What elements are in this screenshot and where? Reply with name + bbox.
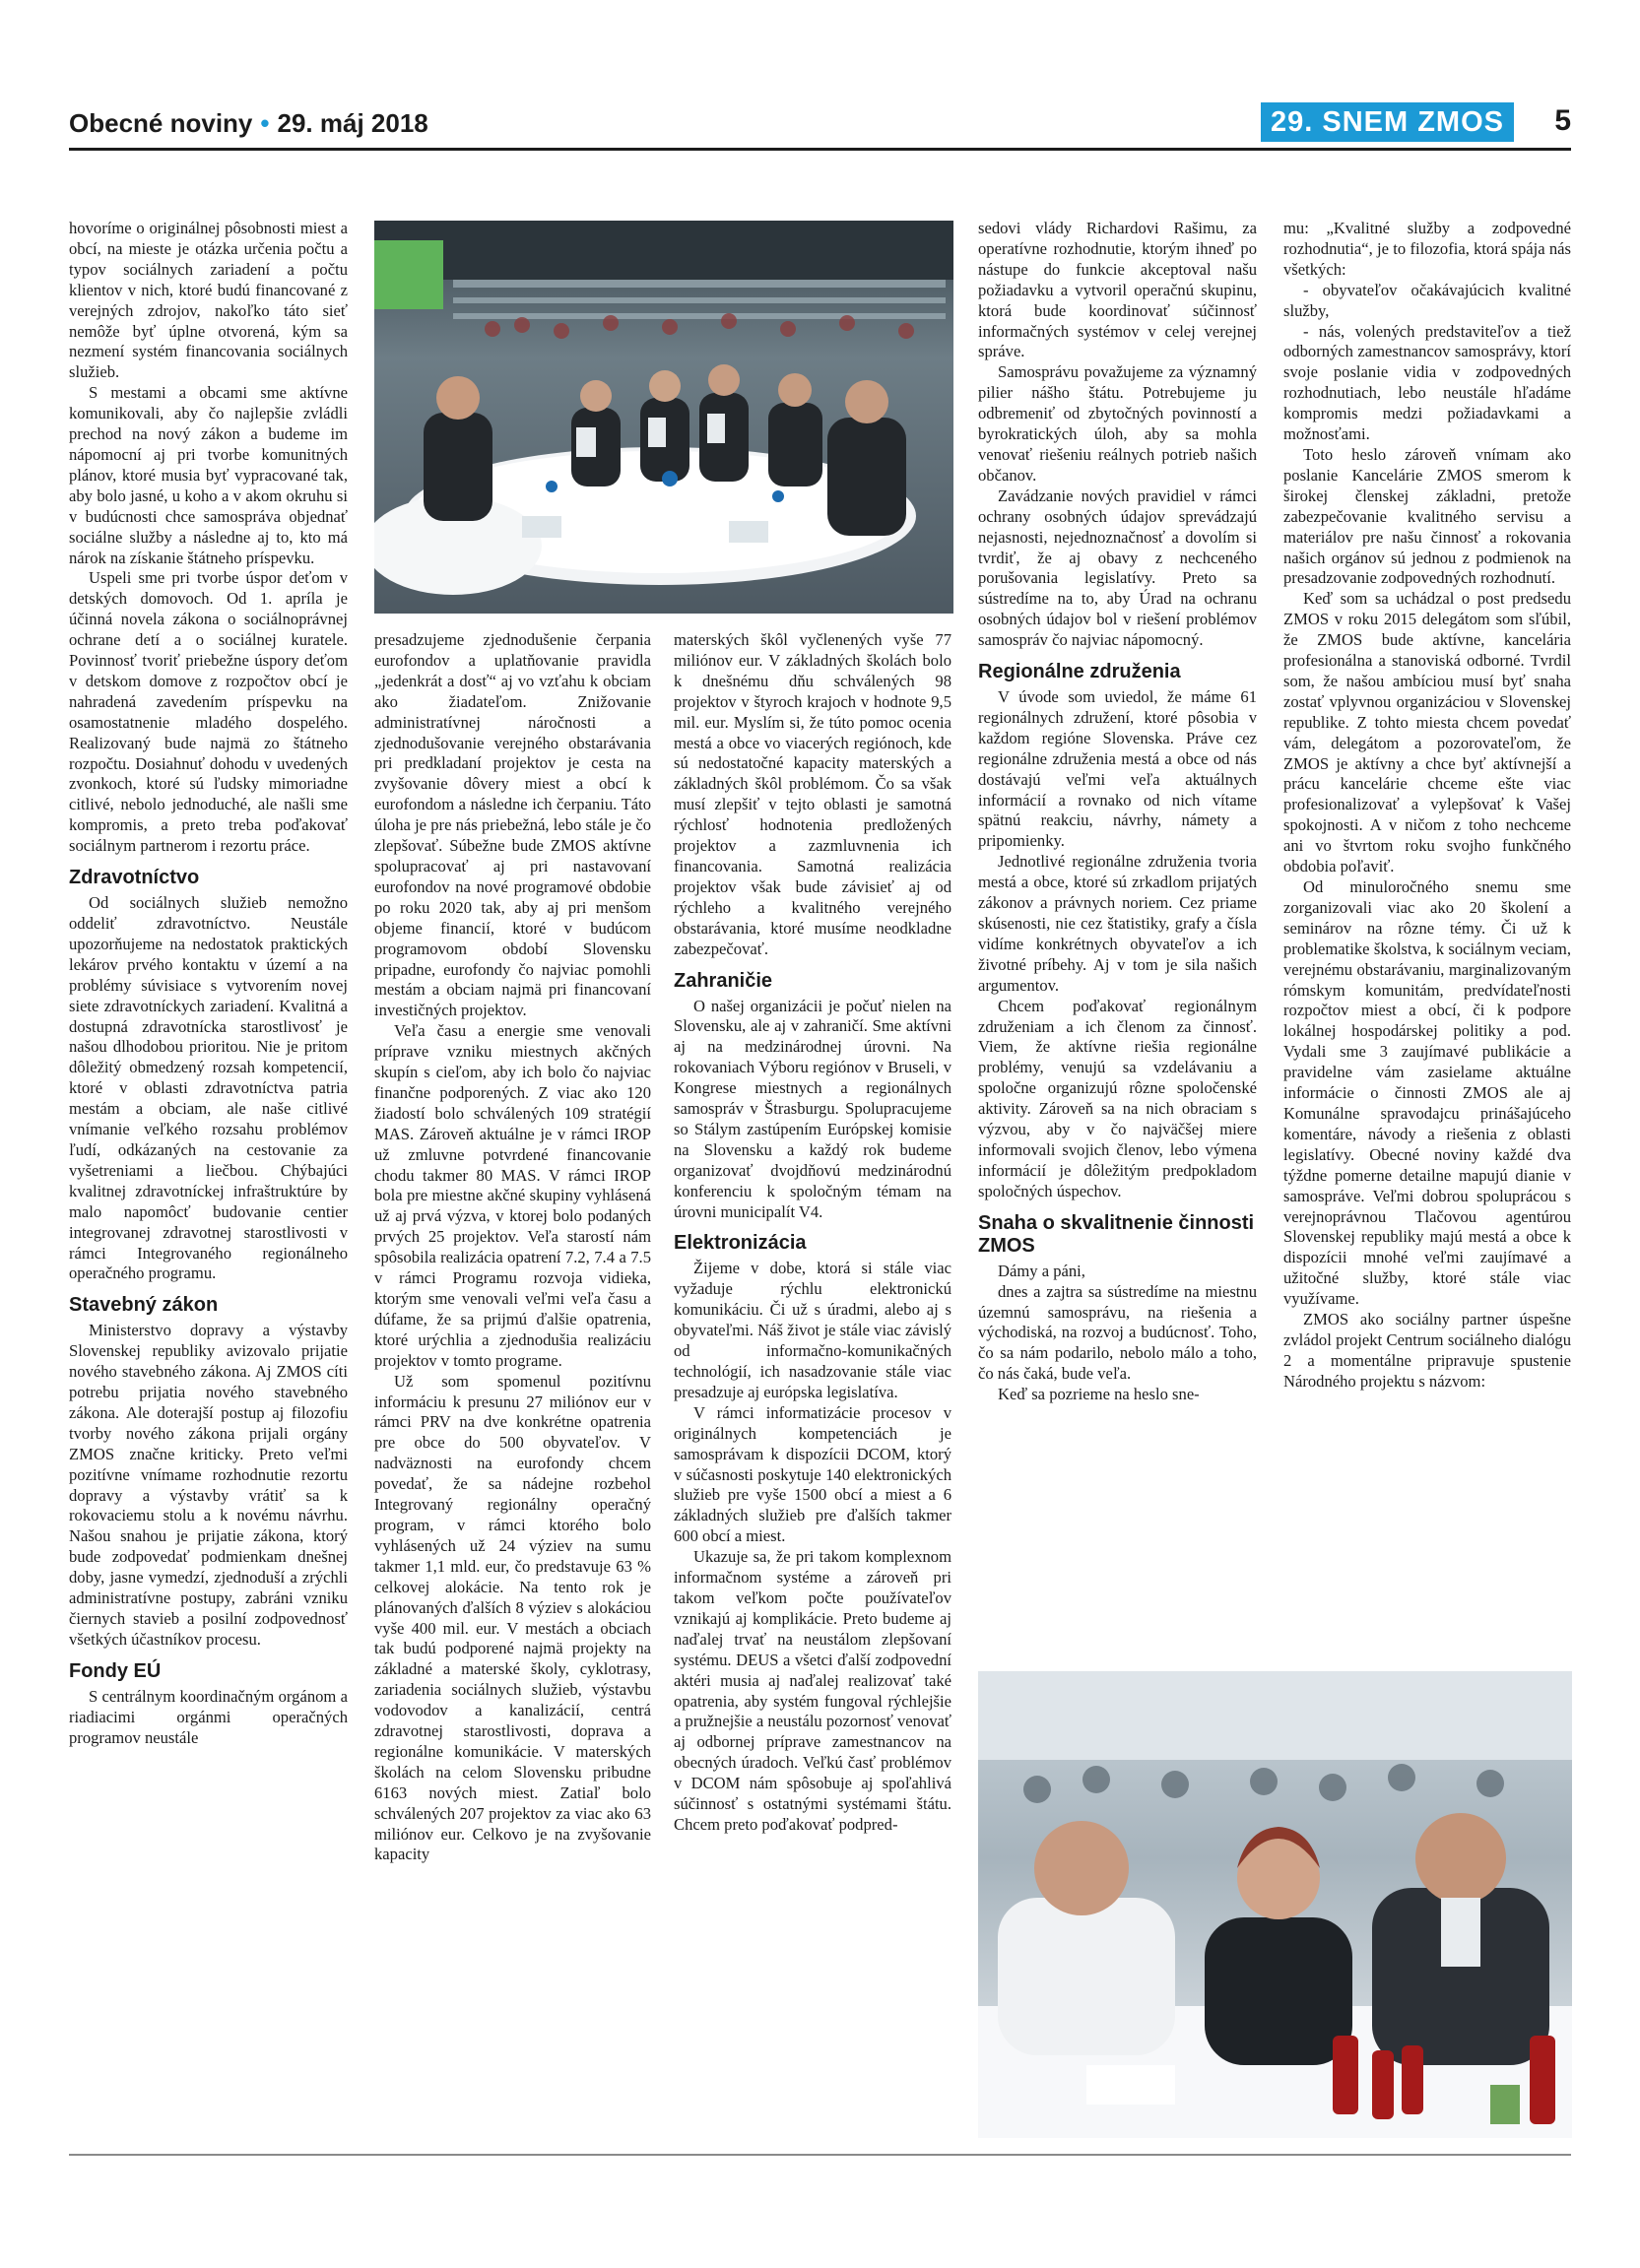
section-heading: Fondy EÚ (69, 1659, 162, 1682)
paragraph: Žijeme v dobe, ktorá si stále viac vyžaduje rýchlu elektronickú komunikáciu. Či už s úradmi, alebo aj s obyvateľmi. Náš život je stále viac závislý od informačno-komunikačných technológií, ich nasadzovanie stále viac presadzuje aj európska legislatíva. (674, 1259, 951, 1401)
article-column-2 (374, 630, 651, 1865)
paragraph: Uspeli sme pri tvorbe úspor deťom v detských domovoch. Od 1. apríla je účinná novela zákona o sociálnoprávnej ochrane detí a o sociálnej kuratele. Povinnosť tvoriť priebežne úspory deťom v detskom domove z rozpočtov obcí je nahradená zavedením príspevku na osamostatnenie mladého dospelého. Realizovaný bude najmä zo štátneho rozpočtu. Dosiahnuť dohodu v uvedených zvonkoch, ktoré sú ľudsky mimoriadne citlivé, nebolo jednoduché, ale našli sme kompromis, a preto treba poďakovať sociálnym partnerom i rezortu práce. (69, 568, 348, 856)
section-tag: 29. SNEM ZMOS (1261, 102, 1514, 142)
paragraph: Keď sa pozrieme na heslo sne- (998, 1385, 1200, 1404)
section-heading: Snaha o skvalitnenie činnosti ZMOS (978, 1211, 1255, 1257)
paragraph: O našej organizácii je počuť nielen na Slovensku, ale aj v zahraničí. Sme aktívni aj na medzinárodnej úrovni. Na rokovaniach Výboru regiónov v Bruseli, v Kongrese miestnych a regionálnych samospráv v Štrasburgu. Spolupracujeme so Stálym zastúpením Európskej komisie na Slovensku a každý rok budeme organizovať dvojdňovú medzinárodnú konferenciu k spoločným témam na úrovni municipalít V4. (674, 996, 951, 1221)
paragraph: S mestami a obcami sme aktívne komunikovali, aby čo najlepšie zvládli prechod na nový zákon a budeme im nápomocní aj pri tvorbe komunitných plánov, ktoré musia byť vypracované tak, aby bolo jasné, u koho a v akom okruhu si v budúcnosti chce samospráva objednať sociálne služby a následne aj to, kto má nárok na získanie štátneho príspevku. (69, 383, 348, 567)
paragraph: Ministerstvo dopravy a výstavby Slovenskej republiky avizovalo prijatie nového stavebného zákona. Aj ZMOS cíti potrebu prijatia nového stavebného zákona. Ale doterajší postup aj filozofiu tvorby nového zákona prijali orgány ZMOS značne kriticky. Preto veľmi pozitívne vnímame rozhodnutie rezortu dopravy a výstavby vrátiť sa k rokovaciemu stolu a k novému návrhu. Našou snahou je prijatie zákona, ktorý bude zodpovedať podmienkam dnešnej doby, jasne vymedzí, zjednoduší a zrýchli administratívne postupy, zabráni vzniku čiernych stavieb a posilní zodpovednosť všetkých účastníkov procesu. (69, 1321, 348, 1649)
paragraph: Jednotlivé regionálne združenia tvoria mestá a obce, ktoré sú zrkadlom prijatých zákonov a právnych noriem. Cez priame skúsenosti, nie cez štatistiky, grafy a čísla vidíme konkrétnych obyvateľov a ich životné príbehy. Aj v tom je sila našich argumentov. (978, 852, 1257, 995)
section-heading: Stavebný zákon (69, 1294, 219, 1317)
paragraph: Samosprávu považujeme za významný pilier nášho štátu. Potrebujeme ju odbremeniť od zbytočných povinností a byrokratických úloh, aby sa mohla venovať riešeniu reálnych potrieb našich občanov. (978, 362, 1257, 485)
paragraph: - obyvateľov očakávajúcich kvalitné služby, (1283, 280, 1571, 320)
paragraph: dnes a zajtra sa sústredíme na miestnu územnú samosprávu, na riešenia a východiská, na rozvoj a budúcnosť. Toho, čo sa nám podarilo, nebolo málo a toho, čo nás čaká, bude veľa. (978, 1281, 1257, 1384)
page-header (69, 102, 1571, 146)
section-heading: Zahraničie (674, 969, 773, 992)
paragraph: S centrálnym koordinačným orgánom a riadiacimi orgánmi operačných programov neustále (69, 1686, 348, 1747)
paragraph: hovoríme o originálnej pôsobnosti miest a obcí, na mieste je otázka určenia počtu a typov sociálnych zariadení a počtu klientov v nich, ktoré budú financované z verejných zdrojov, nakoľko táto sieť nemôže byť úplne otvorená, kým sa nezmení systém financovania sociálnych služieb. (69, 219, 348, 382)
paragraph: mu: „Kvalitné služby a zodpovedné rozhodnutia“, je to filozofia, ktorá spája nás všetkých: (1283, 219, 1571, 279)
paragraph: Toto heslo zároveň vnímam ako poslanie Kancelárie ZMOS smerom k širokej členskej základni, pretože zabezpečovanie kvalitného servisu a materiálov pre našu činnosť a rokovania našich orgánov sú jednou z podmienok na presadzovanie zodpovedných rozhodnutí. (1283, 444, 1571, 588)
article-column-4 (978, 219, 1257, 1405)
paragraph: - nás, volených predstaviteľov a tiež odborných zamestnancov samosprávy, ktorí svoje poslanie vidia v zodpovedných rozhodnutiach, lebo neustále hľadáme kompromis medzi požiadavkami a možnosťami. (1283, 321, 1571, 444)
paragraph: presadzujeme zjednodušenie čerpania eurofondov a uplatňovanie pravidla „jedenkrát a dosť“ aj vo vzťahu k obciam ako žiadateľom. Znižovanie administratívnej náročnosti a zjednodušovanie verejného obstarávania pri predkladaní projektov je cesta na zvyšovanie dôvery miest a obcí k eurofondom a následne ich čerpaniu. Táto úloha je pre nás priebežná, lebo stále je čo zlepšovať. Súbežne bude ZMOS aktívne spolupracovať aj pri nastavovaní eurofondov na nové programové obdobie po roku 2020 tak, aby aj pri menšom objeme financií, ktoré v budúcom programovom období Slovensku pripadne, eurofondy čo najviac pomohli mestám a obciam najmä pri financovaní investičných projektov. (374, 630, 651, 1020)
paragraph: Od sociálnych služieb nemožno oddeliť zdravotníctvo. Neustále upozorňujeme na nedostatok praktických lekárov prvého kontaktu v území a na problémy súvisiace s vytvorením novej siete zdravotníckych zariadení. Kvalitná a dostupná zdravotnícka starostlivosť je našou dlhodobou prioritou. Nie je pritom dôležitý obmedzený rozsah kompetencií, ktoré v oblasti zdravotníctva patria mestám a obciam, ale naše citlivé vnímanie veľkého rozsahu problémov ľudí, odkázaných na cestovanie za vyšetreniami a liečbou. Chýbajúci kvalitnej zdravotníckej infraštruktúre by malo napomôcť budovanie centier integrovanej zdravotnej starostlivosti v rámci Integrovaného regionálneho operačného programu. (69, 893, 348, 1283)
paragraph: Chcem poďakovať regionálnym združeniam a ich členom za činnosť. Viem, že aktívne riešia regionálne problémy, venujú sa vzdelávaniu a spoločne organizujú rôzne spoločenské aktivity. Zároveň sa na nich obraciam s výzvou, aby v čo najväčšej miere informovali svojich členov, lebo výmena informácií je dôležitým predpokladom spoločných úspechov. (978, 996, 1257, 1200)
section-heading: Elektronizácia (674, 1232, 807, 1255)
paragraph: sedovi vlády Richardovi Rašimu, za operatívne rozhodnutie, ktorým ihneď po nástupe do funkcie akceptoval našu požiadavku a vytvoril operačnú skupinu, ktorá bude koordinovať súčinnosť informačných systémov v celej verejnej správe. (978, 219, 1257, 361)
section-heading: Zdravotníctvo (69, 867, 200, 889)
article-column-3 (674, 630, 951, 1836)
paragraph: Veľa času a energie sme venovali príprave vzniku miestnych akčných skupín s cieľom, aby ich bolo čo najviac finančne podporených. Z viac ako 120 žiadostí bolo schválených 109 stratégií MAS. Zároveň aktuálne je v rámci IROP už zmluvne potvrdené financovanie chodu takmer 80 MAS. V rámci IROP bola pre miestne akčné skupiny vyhlásená už aj prvá výzva, v ktorej bolo podaných prvých 25 projektov. Veľa starostí nám spôsobila realizácia opatrení 7.2, 7.4 a 7.5 v rámci Programu rozvoja vidieka, ktorým sme venovali veľmi veľa času a dúfame, že sa prijmú ďalšie opatrenia, ktoré urýchlia a zjednodušia realizáciu projektov v tomto programe. (374, 1021, 651, 1370)
article-column-1 (69, 219, 348, 1749)
paragraph: V úvode som uviedol, že máme 61 regionálnych združení, ktoré pôsobia v každom regióne Slovenska. Práve cez regionálne združenia mestá a obce od nás dostávajú veľmi veľa aktuálnych informácií a rovnako od nich vítame spätnú reakciu, návrhy, námety a pripomienky. (978, 687, 1257, 851)
photo-roundtable-illustration (374, 221, 953, 614)
paragraph: materských škôl vyčlenených vyše 77 miliónov eur. V základných školách bolo k dnešnému dňu schválených 98 projektov v štyroch krajoch v hodnote 9,5 mil. eur. Myslím si, že túto pomoc ocenia mestá a obce vo viacerých regiónoch, kde sú nedostatočné kapacity materských a základných škôl problémom. Čo sa však musí zlepšiť v tejto oblasti je samotná rýchlosť hodnotenia predložených projektov a zazmluvnenia ich financovania. Samotná realizácia projektov však bude závisieť aj od rýchleho a kvalitného verejného obstarávania, ktoré musíme neodkladne zabezpečovať. (674, 630, 951, 958)
paragraph: Už som spomenul pozitívnu informáciu k presunu 27 miliónov eur v rámci PRV na dve konkrétne opatrenia pre obce do 500 obyvateľov. V nadväznosti na eurofondy chcem povedať, že sa nádejne rozbehol Integrovaný regionálny operačný program, v rámci ktorého bolo vyhlásených už 24 výziev na sumu takmer 1,1 mld. eur, čo predstavuje 63 % celkovej alokácie. Na tento rok je plánovaných ďalších 8 výziev s alokáciou vyše 400 mil. eur. V mestách a obciach tak budú podporené najmä projekty na základné a materské školy, cyklotrasy, zariadenia sociálnych služieb, výstavbu vodovodov a kanalizácií, centrá zdravotnej starostlivosti, doprava a regionálne komunikácie. V materských školách na celom Slovensku pribudne 6163 nových miest. Zatiaľ bolo schválených 207 projektov za viac ako 63 miliónov eur. Celkovo je na zvyšovanie kapacity (374, 1371, 651, 1864)
conference-photo-bottom (978, 1671, 1572, 2138)
footer-rule (69, 2154, 1571, 2156)
article-column-5 (1283, 219, 1571, 1393)
paragraph: ZMOS ako sociálny partner úspešne zvládol projekt Centrum sociálneho dialógu 2 a momentálne pripravuje spustenie Národného projektu s názvom: (1283, 1310, 1571, 1391)
page-number: 5 (1554, 104, 1571, 137)
separator-dot: • (260, 108, 270, 138)
paragraph: Dámy a páni, (998, 1261, 1085, 1280)
paragraph: Od minuloročného snemu sme zorganizovali viac ako 20 školení a seminárov na rôzne témy. Či už k problematike školstva, k sociálnym veciam, verejnému obstarávaniu, marginalizovaným rómskym komunitám, predvídateľnosti rozpočtov miest a obcí, či k podpore lokálnej hospodárskej politiky a pod. Vydali sme 3 zaujímavé publikácie a pravidelne vám zasielame aktuálne informácie o činnosti ZMOS ale aj Komunálne spravodajcu prinášajúceho komentáre, návody a riešenia z oblasti legislatívy. Obecné noviny každé dva týždne pomerne detailne mapujú dianie v samospráve. Veľmi dobrou spoluprácou s verejnoprávnou Tlačovou agentúrou Slovenskej republiky majú mestá a obce k dispozícii mnohé veľmi zaujímavé a užitočné služby, ktoré stále viac využívame. (1283, 877, 1571, 1309)
publication-name: Obecné noviny (69, 108, 253, 138)
section-heading: Regionálne združenia (978, 661, 1181, 683)
masthead (69, 108, 428, 139)
photo-delegates-illustration (978, 1671, 1572, 2138)
paragraph: V rámci informatizácie procesov v originálnych kompetenciách je samosprávam k dispozícii DCOM, ktorý v súčasnosti poskytuje 140 elektronických služieb pre vyše 1500 obcí a miest a 6 základných služieb pre ďalších takmer 600 obcí a miest. (674, 1402, 951, 1546)
paragraph: Zavádzanie nových pravidiel v rámci ochrany osobných údajov sprevádzajú nejasnosti, nejednoznačnosť a dovolím si tvrdiť, že aj obavy z nechceného porušovania legislatívy. Preto sa sústredíme na to, aby Úrad na ochranu osobných údajov bol v riešení problémov samospráv čo najviac nápomocný. (978, 486, 1257, 650)
header-rule (69, 148, 1571, 151)
issue-date: 29. máj 2018 (277, 108, 428, 138)
paragraph: Keď som sa uchádzal o post predsedu ZMOS v roku 2015 delegátom som sľúbil, že ZMOS bude aktívne, kancelária profesionálna a stanoviská odborné. Tvrdil som, že našou ambíciou musí byť snaha zostať vplyvnou organizáciou v Slovenskej republike. Z tohto miesta chcem povedať vám, delegátom a pozorovateľom, že ZMOS je aktívny a chce byť aktívnejší a prácu kancelárie chceme ešte viac profesionalizovať a vylepšovať k Vašej spokojnosti. A v ničom z toho nechceme ani vo štvrtom roku svojho funkčného obdobia poľaviť. (1283, 589, 1571, 876)
paragraph: Ukazuje sa, že pri takom komplexnom informačnom systéme a zároveň pri takom veľkom počte používateľov vznikajú aj komplikácie. Preto budeme aj naďalej trvať na neustálom zlepšovaní systému. DEUS a všetci ďalší zodpovední aktéri musia aj naďalej realizovať také opatrenia, aby systém fungoval rýchlejšie a pružnejšie a neustálu pozornosť venovať aj odbornej príprave zamestnancov na obecných úradoch. Veľkú časť problémov v DCOM nám spôsobuje aj spoľahlivá súčinnosť s ostatnými systémami štátu. Chcem preto poďakovať podpred- (674, 1547, 951, 1834)
conference-photo-top (374, 221, 953, 614)
